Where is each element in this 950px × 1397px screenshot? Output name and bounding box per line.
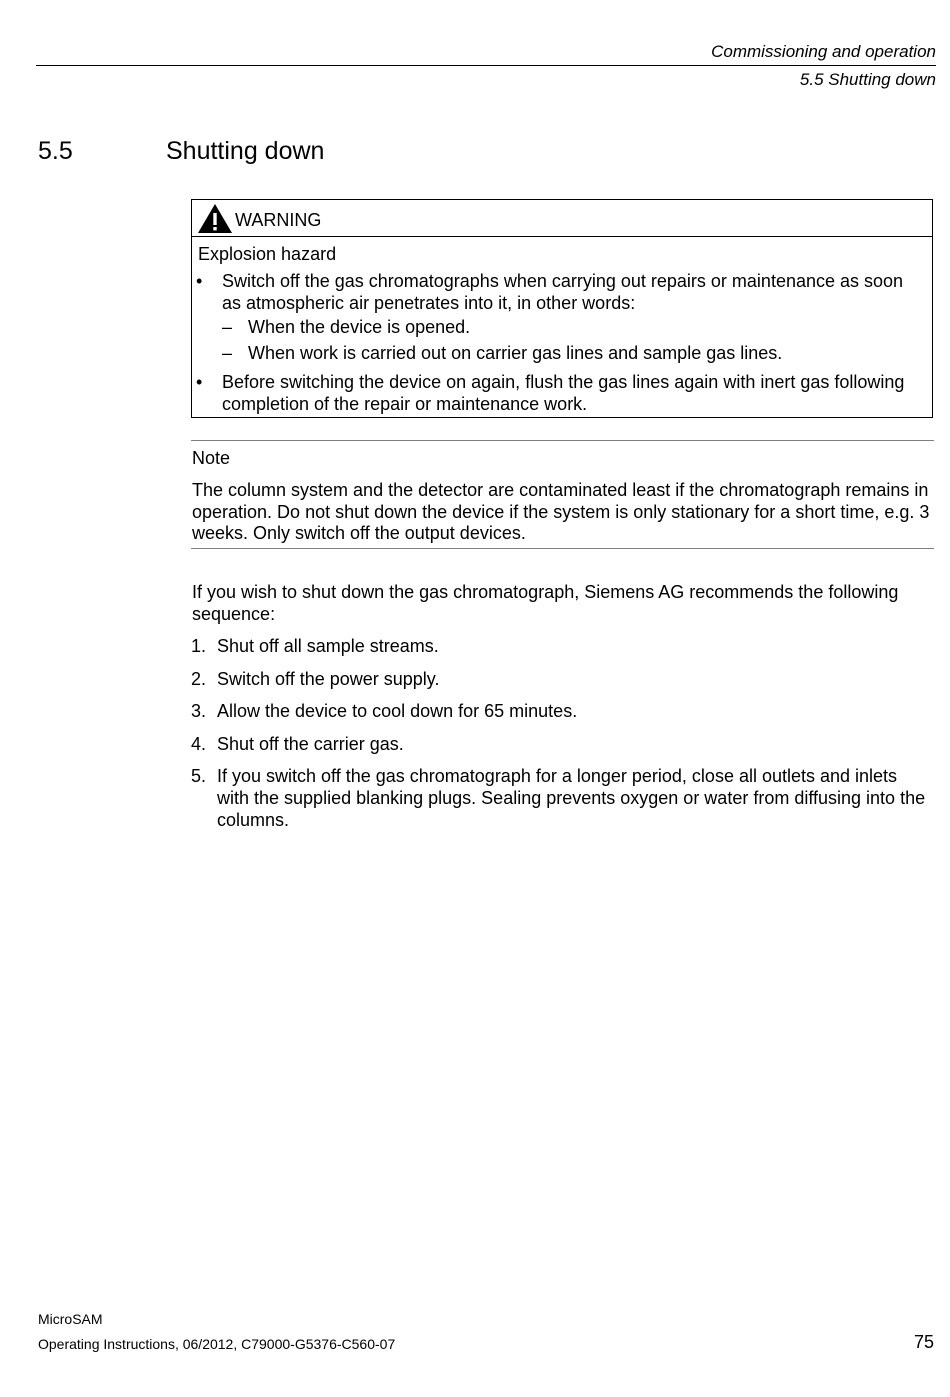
note-title: Note [192, 448, 231, 468]
step-text: Shut off the carrier gas. [217, 734, 404, 754]
warning-bullet [196, 371, 918, 415]
warning-sub-item-text: When work is carried out on carrier gas lines and sample gas lines. [248, 343, 783, 363]
warning-box [191, 199, 933, 418]
header-rule [36, 65, 936, 66]
step-number: 1. [191, 636, 207, 656]
step-number: 5. [191, 766, 207, 786]
intro-paragraph: If you wish to shut down the gas chromatograph, Siemens AG recommends the following sequence: [192, 582, 899, 624]
footer-product: MicroSAM [38, 1311, 103, 1327]
note-rule-top [191, 440, 934, 441]
warning-sub-item [222, 316, 918, 338]
footer-document-info: Operating Instructions, 06/2012, C79000-G5376-C560-07 [38, 1336, 396, 1352]
step-number: 4. [191, 734, 207, 754]
step-text: Switch off the power supply. [217, 669, 440, 689]
warning-sub-item [222, 342, 918, 364]
step-text: Allow the device to cool down for 65 minutes. [217, 701, 578, 721]
step-item [191, 700, 933, 722]
step-item [191, 635, 933, 657]
warning-triangle-icon [197, 203, 233, 234]
step-item [191, 733, 933, 755]
running-header-chapter: Commissioning and operation [711, 42, 936, 61]
warning-bullet [196, 270, 918, 314]
dash-mark: – [222, 343, 233, 363]
section-title: Shutting down [166, 137, 325, 165]
running-header-section: 5.5 Shutting down [799, 70, 936, 89]
warning-label: WARNING [235, 209, 322, 230]
warning-sub-item-text: When the device is opened. [248, 317, 471, 337]
dash-mark: – [222, 317, 233, 337]
step-number: 2. [191, 669, 207, 689]
step-text: If you switch off the gas chromatograph for a longer period, close all outlets and inlets with the supplied blanking plugs. Sealing prevents oxygen or water from diffusing into the columns. [217, 766, 926, 830]
step-item [191, 765, 933, 831]
page-number: 75 [913, 1332, 934, 1352]
section-number: 5.5 [38, 137, 73, 165]
note-body: The column system and the detector are contaminated least if the chromatograph remains in operation. Do not shut down the device if the system is only stationary for a short time, e.g. 3 weeks. Only switch off the output devices. [192, 480, 930, 543]
warning-bullet-text: Switch off the gas chromatographs when carrying out repairs or maintenance as soon as atmospheric air penetrates into it, in other words: [222, 271, 904, 313]
bullet-mark: • [196, 271, 203, 291]
step-item [191, 668, 933, 690]
step-text: Shut off all sample streams. [217, 636, 439, 656]
warning-header [192, 200, 932, 237]
bullet-mark: • [196, 372, 203, 392]
hazard-title: Explosion hazard [198, 244, 337, 264]
step-number: 3. [191, 701, 207, 721]
note-rule-bottom [191, 548, 934, 549]
warning-bullet-text: Before switching the device on again, flush the gas lines again with inert gas following completion of the repair or maintenance work. [222, 372, 905, 414]
